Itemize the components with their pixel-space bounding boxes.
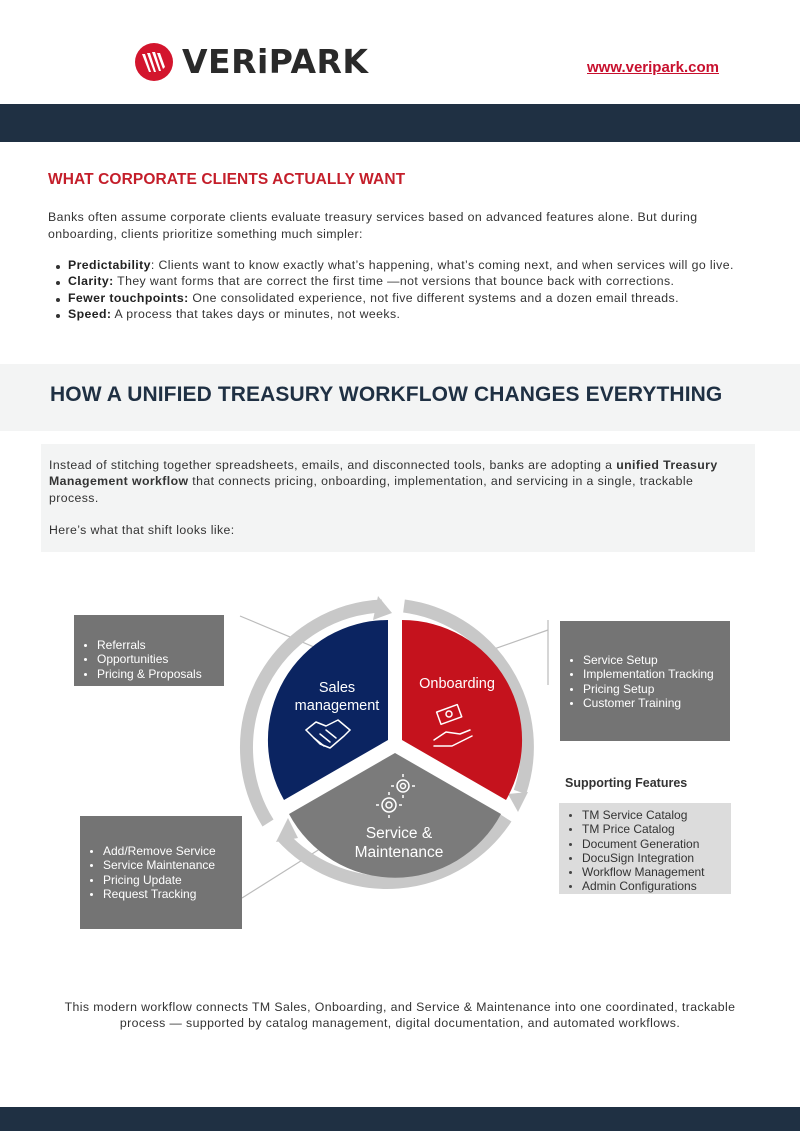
- bullet-term: Clarity:: [68, 274, 114, 289]
- list-item: [56, 257, 776, 273]
- list-item: Opportunities: [80, 652, 224, 666]
- info-text-before: Instead of stitching together spreadsheets, emails, and disconnected tools, banks are adopting a: [49, 458, 617, 472]
- veripark-logo: [134, 42, 368, 82]
- client-wants-list: [56, 257, 776, 322]
- bullet-text: One consolidated experience, not five different systems and a dozen email threads.: [188, 290, 679, 305]
- info-text-bold: unified Treasury Management workflow: [49, 458, 718, 489]
- bullet-text: : Clients want to know exactly what’s happening, what’s coming next, and when services will go live.: [150, 258, 734, 272]
- info-lead-in: Here’s what that shift looks like:: [49, 523, 235, 537]
- onboarding-features-box: [560, 621, 730, 741]
- website-link[interactable]: www.veripark.com: [587, 59, 719, 76]
- footer-band: [0, 1107, 800, 1131]
- list-item: Implementation Tracking: [566, 667, 730, 681]
- supporting-features-title: Supporting Features: [565, 776, 688, 790]
- list-item: Service Setup: [566, 653, 730, 667]
- list-item: Customer Training: [566, 696, 730, 710]
- list-item: TM Price Catalog: [565, 822, 731, 836]
- list-item: [56, 273, 776, 289]
- bullet-term: Speed:: [68, 306, 112, 321]
- list-item: [56, 306, 776, 322]
- list-item: Referrals: [80, 638, 224, 652]
- list-item: Add/Remove Service: [86, 844, 242, 858]
- list-item: Pricing Setup: [566, 682, 730, 696]
- info-paragraph: [49, 457, 729, 506]
- list-item: Service Maintenance: [86, 858, 242, 872]
- ring-arrow-icon: [508, 792, 528, 812]
- sales-management-label: Sales management: [294, 680, 380, 714]
- info-box: [41, 444, 755, 552]
- bullet-term: Predictability: [68, 258, 151, 272]
- service-maintenance-label: Service & Maintenance: [354, 825, 444, 861]
- list-item: [56, 290, 776, 306]
- workflow-diagram: [0, 580, 800, 950]
- list-item: Pricing Update: [86, 873, 242, 887]
- diagram-caption: This modern workflow connects TM Sales, Onboarding, and Service & Maintenance into one coordinated, trackable process — supported by catalog management, digital documentation, and automated workflows.: [64, 1000, 736, 1031]
- logo-wordmark: VERiPARK: [182, 42, 369, 81]
- supporting-features-box: [559, 803, 731, 894]
- sales-features-box: [74, 615, 224, 686]
- section-title-unified-workflow: HOW A UNIFIED TREASURY WORKFLOW CHANGES EVERYTHING: [50, 383, 723, 406]
- bullet-text: They want forms that are correct the first time —not versions that bounce back with corrections.: [113, 274, 675, 289]
- list-item: Request Tracking: [86, 887, 242, 901]
- section-title-client-wants: WHAT CORPORATE CLIENTS ACTUALLY WANT: [48, 171, 406, 188]
- list-item: Admin Configurations: [565, 879, 731, 893]
- list-item: Document Generation: [565, 837, 731, 851]
- section-intro: Banks often assume corporate clients evaluate treasury services based on advanced features alone. But during onboarding, clients prioritize something much simpler:: [48, 210, 698, 241]
- service-features-box: [80, 816, 242, 929]
- bullet-text: A process that takes days or minutes, not weeks.: [111, 306, 401, 321]
- onboarding-label: Onboarding: [419, 676, 495, 692]
- list-item: TM Service Catalog: [565, 808, 731, 822]
- bullet-term: Fewer touchpoints:: [68, 290, 189, 305]
- list-item: Workflow Management: [565, 865, 731, 879]
- info-text-after: that connects pricing, onboarding, implementation, and servicing in a single, trackable process.: [49, 474, 694, 505]
- veripark-logo-icon: [134, 42, 174, 82]
- page-header: [0, 0, 800, 104]
- list-item: DocuSign Integration: [565, 851, 731, 865]
- header-band: [0, 104, 800, 142]
- list-item: Pricing & Proposals: [80, 667, 224, 681]
- ring-arrow-icon: [373, 596, 392, 620]
